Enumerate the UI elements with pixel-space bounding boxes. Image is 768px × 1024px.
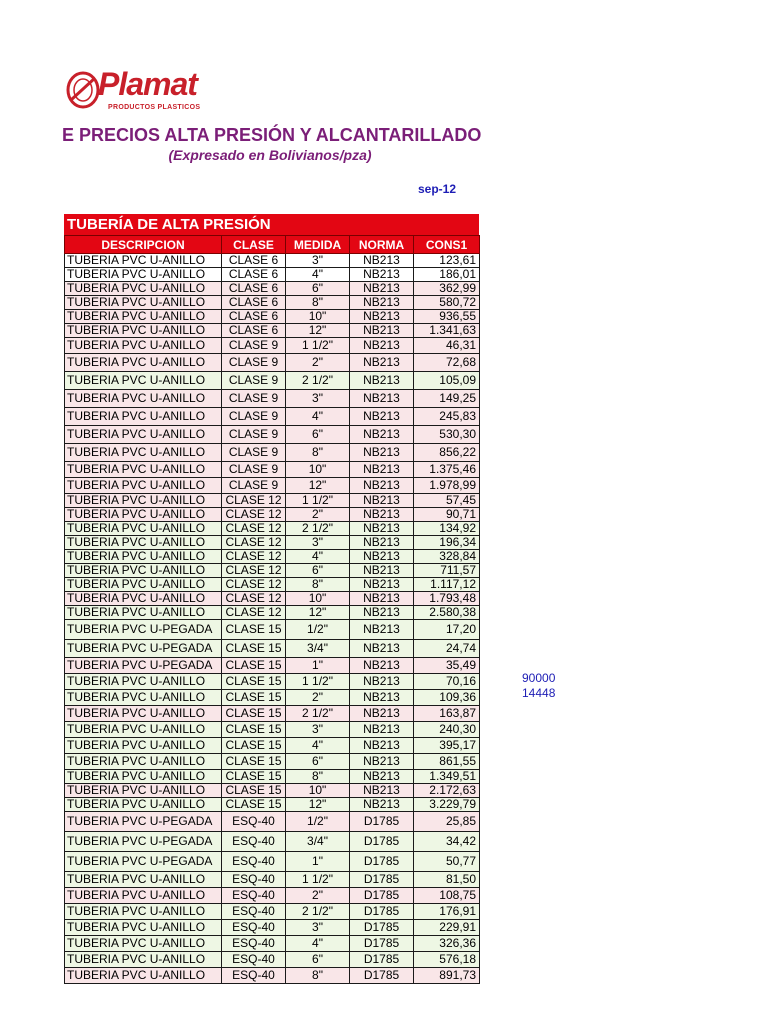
cell-desc: TUBERIA PVC U-ANILLO [65, 784, 222, 798]
table-row [65, 640, 480, 658]
cell-cons: 229,91 [414, 920, 480, 936]
brand-name: Plamat [98, 66, 197, 102]
col-header-cons1: CONS1 [414, 236, 480, 254]
table-row [65, 426, 480, 444]
table-row [65, 296, 480, 310]
cell-medida: 2 1/2" [286, 706, 350, 722]
cell-medida: 10" [286, 462, 350, 478]
table-row [65, 706, 480, 722]
cell-cons: 395,17 [414, 738, 480, 754]
cell-norma: NB213 [350, 324, 414, 338]
table-row [65, 920, 480, 936]
cell-cons: 2.172,63 [414, 784, 480, 798]
cell-clase: CLASE 12 [222, 522, 286, 536]
table-row [65, 338, 480, 354]
price-table [64, 235, 480, 984]
cell-cons: 81,50 [414, 872, 480, 888]
cell-cons: 1.793,48 [414, 592, 480, 606]
cell-cons: 1.978,99 [414, 478, 480, 494]
table-row [65, 462, 480, 478]
cell-medida: 3/4" [286, 832, 350, 852]
cell-desc: TUBERIA PVC U-ANILLO [65, 592, 222, 606]
cell-norma: D1785 [350, 952, 414, 968]
cell-medida: 2 1/2" [286, 904, 350, 920]
cell-desc: TUBERIA PVC U-PEGADA [65, 832, 222, 852]
cell-clase: CLASE 12 [222, 508, 286, 522]
cell-clase: CLASE 15 [222, 798, 286, 812]
table-row [65, 722, 480, 738]
cell-medida: 12" [286, 478, 350, 494]
cell-desc: TUBERIA PVC U-ANILLO [65, 254, 222, 268]
cell-desc: TUBERIA PVC U-ANILLO [65, 550, 222, 564]
cell-desc: TUBERIA PVC U-ANILLO [65, 338, 222, 354]
cell-medida: 6" [286, 754, 350, 770]
table-row [65, 784, 480, 798]
cell-norma: D1785 [350, 852, 414, 872]
cell-cons: 57,45 [414, 494, 480, 508]
cell-norma: NB213 [350, 522, 414, 536]
cell-desc: TUBERIA PVC U-ANILLO [65, 324, 222, 338]
cell-norma: NB213 [350, 658, 414, 674]
table-row [65, 310, 480, 324]
cell-clase: CLASE 15 [222, 706, 286, 722]
cell-norma: NB213 [350, 310, 414, 324]
cell-desc: TUBERIA PVC U-ANILLO [65, 372, 222, 390]
cell-medida: 3" [286, 536, 350, 550]
cell-norma: NB213 [350, 578, 414, 592]
cell-desc: TUBERIA PVC U-PEGADA [65, 812, 222, 832]
cell-desc: TUBERIA PVC U-ANILLO [65, 408, 222, 426]
cell-desc: TUBERIA PVC U-PEGADA [65, 640, 222, 658]
table-row [65, 606, 480, 620]
cell-medida: 3" [286, 254, 350, 268]
cell-desc: TUBERIA PVC U-ANILLO [65, 690, 222, 706]
table-row [65, 812, 480, 832]
cell-medida: 3" [286, 390, 350, 408]
cell-norma: NB213 [350, 754, 414, 770]
cell-cons: 50,77 [414, 852, 480, 872]
table-row [65, 254, 480, 268]
page-subtitle: (Expresado en Bolivianos/pza) [168, 147, 372, 163]
table-row [65, 508, 480, 522]
cell-norma: NB213 [350, 722, 414, 738]
cell-cons: 3.229,79 [414, 798, 480, 812]
cell-medida: 4" [286, 738, 350, 754]
table-row [65, 904, 480, 920]
cell-clase: CLASE 15 [222, 658, 286, 674]
table-row [65, 852, 480, 872]
cell-clase: CLASE 9 [222, 408, 286, 426]
cell-norma: D1785 [350, 872, 414, 888]
cell-cons: 1.341,63 [414, 324, 480, 338]
side-note-1: 90000 [522, 671, 556, 685]
cell-norma: NB213 [350, 706, 414, 722]
cell-norma: NB213 [350, 620, 414, 640]
cell-medida: 10" [286, 784, 350, 798]
table-row [65, 522, 480, 536]
cell-medida: 1" [286, 852, 350, 872]
cell-norma: NB213 [350, 606, 414, 620]
cell-medida: 8" [286, 578, 350, 592]
cell-norma: NB213 [350, 268, 414, 282]
cell-cons: 17,20 [414, 620, 480, 640]
cell-cons: 326,36 [414, 936, 480, 952]
cell-clase: CLASE 12 [222, 550, 286, 564]
cell-medida: 2" [286, 508, 350, 522]
cell-clase: ESQ-40 [222, 872, 286, 888]
cell-norma: NB213 [350, 798, 414, 812]
cell-medida: 4" [286, 408, 350, 426]
cell-medida: 10" [286, 310, 350, 324]
brand-tagline: PRODUCTOS PLASTICOS [108, 104, 201, 111]
cell-norma: D1785 [350, 936, 414, 952]
cell-norma: NB213 [350, 426, 414, 444]
cell-clase: CLASE 6 [222, 268, 286, 282]
cell-norma: NB213 [350, 254, 414, 268]
cell-clase: CLASE 6 [222, 282, 286, 296]
cell-cons: 109,36 [414, 690, 480, 706]
table-row [65, 798, 480, 812]
table-row [65, 832, 480, 852]
table-row [65, 872, 480, 888]
cell-norma: NB213 [350, 478, 414, 494]
cell-desc: TUBERIA PVC U-ANILLO [65, 578, 222, 592]
table-row [65, 444, 480, 462]
cell-medida: 8" [286, 296, 350, 310]
cell-norma: NB213 [350, 738, 414, 754]
cell-norma: NB213 [350, 784, 414, 798]
cell-cons: 580,72 [414, 296, 480, 310]
cell-desc: TUBERIA PVC U-ANILLO [65, 522, 222, 536]
cell-cons: 196,34 [414, 536, 480, 550]
table-row [65, 282, 480, 296]
plamat-ring-icon [64, 66, 102, 110]
cell-medida: 6" [286, 426, 350, 444]
cell-norma: NB213 [350, 674, 414, 690]
cell-medida: 3" [286, 920, 350, 936]
cell-cons: 936,55 [414, 310, 480, 324]
table-body [65, 254, 480, 984]
cell-cons: 245,83 [414, 408, 480, 426]
table-row [65, 936, 480, 952]
cell-norma: D1785 [350, 968, 414, 984]
cell-clase: CLASE 6 [222, 324, 286, 338]
plamat-logo [64, 66, 204, 114]
cell-medida: 3" [286, 722, 350, 738]
cell-medida: 12" [286, 324, 350, 338]
cell-clase: CLASE 6 [222, 296, 286, 310]
cell-norma: NB213 [350, 390, 414, 408]
cell-desc: TUBERIA PVC U-ANILLO [65, 508, 222, 522]
cell-medida: 8" [286, 770, 350, 784]
cell-norma: NB213 [350, 372, 414, 390]
cell-norma: D1785 [350, 812, 414, 832]
cell-desc: TUBERIA PVC U-ANILLO [65, 888, 222, 904]
cell-medida: 8" [286, 444, 350, 462]
cell-desc: TUBERIA PVC U-ANILLO [65, 296, 222, 310]
cell-desc: TUBERIA PVC U-ANILLO [65, 968, 222, 984]
cell-cons: 25,85 [414, 812, 480, 832]
cell-clase: CLASE 12 [222, 606, 286, 620]
cell-cons: 362,99 [414, 282, 480, 296]
cell-norma: NB213 [350, 338, 414, 354]
cell-cons: 576,18 [414, 952, 480, 968]
cell-cons: 240,30 [414, 722, 480, 738]
cell-clase: ESQ-40 [222, 952, 286, 968]
cell-desc: TUBERIA PVC U-ANILLO [65, 770, 222, 784]
cell-clase: ESQ-40 [222, 904, 286, 920]
cell-clase: CLASE 6 [222, 310, 286, 324]
cell-cons: 1.375,46 [414, 462, 480, 478]
cell-cons: 186,01 [414, 268, 480, 282]
col-header-medida: MEDIDA [286, 236, 350, 254]
cell-medida: 4" [286, 550, 350, 564]
cell-clase: CLASE 12 [222, 564, 286, 578]
cell-clase: CLASE 6 [222, 254, 286, 268]
cell-desc: TUBERIA PVC U-ANILLO [65, 536, 222, 550]
cell-medida: 1 1/2" [286, 872, 350, 888]
cell-cons: 123,61 [414, 254, 480, 268]
cell-medida: 2 1/2" [286, 522, 350, 536]
cell-norma: NB213 [350, 550, 414, 564]
cell-desc: TUBERIA PVC U-ANILLO [65, 722, 222, 738]
cell-medida: 1 1/2" [286, 674, 350, 690]
cell-medida: 2 1/2" [286, 372, 350, 390]
cell-medida: 12" [286, 798, 350, 812]
cell-desc: TUBERIA PVC U-ANILLO [65, 920, 222, 936]
cell-desc: TUBERIA PVC U-ANILLO [65, 310, 222, 324]
cell-clase: CLASE 9 [222, 462, 286, 478]
table-row [65, 578, 480, 592]
cell-cons: 34,42 [414, 832, 480, 852]
cell-norma: NB213 [350, 282, 414, 296]
cell-cons: 163,87 [414, 706, 480, 722]
cell-clase: CLASE 12 [222, 578, 286, 592]
cell-desc: TUBERIA PVC U-ANILLO [65, 706, 222, 722]
cell-cons: 134,92 [414, 522, 480, 536]
side-note-2: 14448 [522, 686, 556, 700]
cell-norma: D1785 [350, 832, 414, 852]
cell-norma: NB213 [350, 564, 414, 578]
col-header-norma: NORMA [350, 236, 414, 254]
table-row [65, 354, 480, 372]
cell-clase: ESQ-40 [222, 888, 286, 904]
cell-medida: 6" [286, 564, 350, 578]
cell-desc: TUBERIA PVC U-ANILLO [65, 444, 222, 462]
cell-medida: 1/2" [286, 812, 350, 832]
table-row [65, 770, 480, 784]
cell-cons: 1.117,12 [414, 578, 480, 592]
cell-norma: NB213 [350, 444, 414, 462]
date-label: sep-12 [418, 182, 457, 196]
cell-cons: 2.580,38 [414, 606, 480, 620]
cell-medida: 1 1/2" [286, 494, 350, 508]
cell-clase: CLASE 9 [222, 426, 286, 444]
table-row [65, 690, 480, 706]
cell-clase: CLASE 15 [222, 784, 286, 798]
cell-norma: NB213 [350, 494, 414, 508]
section-title: TUBERÍA DE ALTA PRESIÓN [64, 214, 479, 235]
cell-desc: TUBERIA PVC U-ANILLO [65, 936, 222, 952]
cell-clase: CLASE 12 [222, 536, 286, 550]
table-row [65, 550, 480, 564]
cell-desc: TUBERIA PVC U-PEGADA [65, 852, 222, 872]
cell-cons: 711,57 [414, 564, 480, 578]
cell-clase: CLASE 15 [222, 620, 286, 640]
cell-desc: TUBERIA PVC U-ANILLO [65, 798, 222, 812]
cell-norma: NB213 [350, 508, 414, 522]
table-row [65, 564, 480, 578]
cell-desc: TUBERIA PVC U-ANILLO [65, 354, 222, 372]
table-row [65, 968, 480, 984]
table-row [65, 738, 480, 754]
cell-cons: 46,31 [414, 338, 480, 354]
cell-cons: 328,84 [414, 550, 480, 564]
cell-clase: ESQ-40 [222, 968, 286, 984]
cell-desc: TUBERIA PVC U-ANILLO [65, 952, 222, 968]
cell-medida: 4" [286, 936, 350, 952]
col-header-clase: CLASE [222, 236, 286, 254]
cell-desc: TUBERIA PVC U-ANILLO [65, 426, 222, 444]
cell-cons: 856,22 [414, 444, 480, 462]
cell-clase: CLASE 15 [222, 690, 286, 706]
cell-norma: NB213 [350, 770, 414, 784]
cell-clase: CLASE 15 [222, 770, 286, 784]
table-row [65, 268, 480, 282]
table-row [65, 478, 480, 494]
cell-cons: 35,49 [414, 658, 480, 674]
cell-cons: 149,25 [414, 390, 480, 408]
cell-medida: 10" [286, 592, 350, 606]
cell-clase: CLASE 15 [222, 738, 286, 754]
cell-cons: 1.349,51 [414, 770, 480, 784]
cell-clase: CLASE 9 [222, 444, 286, 462]
cell-clase: ESQ-40 [222, 852, 286, 872]
col-header-descripcion: DESCRIPCION [65, 236, 222, 254]
table-row [65, 888, 480, 904]
cell-desc: TUBERIA PVC U-ANILLO [65, 390, 222, 408]
cell-cons: 176,91 [414, 904, 480, 920]
cell-norma: NB213 [350, 296, 414, 310]
cell-cons: 105,09 [414, 372, 480, 390]
table-row [65, 658, 480, 674]
cell-desc: TUBERIA PVC U-ANILLO [65, 872, 222, 888]
price-table-container [64, 214, 479, 982]
cell-cons: 24,74 [414, 640, 480, 658]
cell-medida: 6" [286, 282, 350, 296]
cell-clase: CLASE 9 [222, 354, 286, 372]
cell-medida: 4" [286, 268, 350, 282]
cell-desc: TUBERIA PVC U-ANILLO [65, 754, 222, 770]
cell-medida: 1" [286, 658, 350, 674]
cell-cons: 90,71 [414, 508, 480, 522]
cell-medida: 6" [286, 952, 350, 968]
cell-desc: TUBERIA PVC U-PEGADA [65, 620, 222, 640]
cell-desc: TUBERIA PVC U-ANILLO [65, 674, 222, 690]
cell-desc: TUBERIA PVC U-ANILLO [65, 462, 222, 478]
table-row [65, 754, 480, 770]
cell-cons: 891,73 [414, 968, 480, 984]
cell-norma: D1785 [350, 920, 414, 936]
cell-norma: NB213 [350, 354, 414, 372]
cell-cons: 108,75 [414, 888, 480, 904]
cell-clase: CLASE 15 [222, 674, 286, 690]
cell-medida: 3/4" [286, 640, 350, 658]
cell-norma: NB213 [350, 592, 414, 606]
table-row [65, 494, 480, 508]
cell-norma: NB213 [350, 640, 414, 658]
cell-medida: 2" [286, 354, 350, 372]
cell-desc: TUBERIA PVC U-ANILLO [65, 282, 222, 296]
table-row [65, 620, 480, 640]
title-area [62, 124, 482, 148]
cell-medida: 2" [286, 888, 350, 904]
page-title: E PRECIOS ALTA PRESIÓN Y ALCANTARILLADO [62, 125, 482, 145]
cell-norma: NB213 [350, 536, 414, 550]
cell-desc: TUBERIA PVC U-ANILLO [65, 478, 222, 494]
table-header-row [65, 236, 480, 254]
cell-clase: ESQ-40 [222, 936, 286, 952]
table-row [65, 408, 480, 426]
cell-clase: CLASE 9 [222, 372, 286, 390]
cell-desc: TUBERIA PVC U-ANILLO [65, 564, 222, 578]
cell-clase: CLASE 15 [222, 722, 286, 738]
cell-desc: TUBERIA PVC U-PEGADA [65, 658, 222, 674]
cell-clase: CLASE 15 [222, 754, 286, 770]
cell-desc: TUBERIA PVC U-ANILLO [65, 606, 222, 620]
cell-cons: 72,68 [414, 354, 480, 372]
cell-cons: 530,30 [414, 426, 480, 444]
cell-clase: ESQ-40 [222, 832, 286, 852]
cell-clase: CLASE 9 [222, 338, 286, 354]
cell-desc: TUBERIA PVC U-ANILLO [65, 738, 222, 754]
cell-norma: D1785 [350, 904, 414, 920]
cell-norma: NB213 [350, 462, 414, 478]
cell-clase: ESQ-40 [222, 812, 286, 832]
table-row [65, 372, 480, 390]
cell-clase: CLASE 9 [222, 478, 286, 494]
cell-norma: NB213 [350, 690, 414, 706]
cell-medida: 2" [286, 690, 350, 706]
table-row [65, 324, 480, 338]
cell-clase: CLASE 9 [222, 390, 286, 408]
cell-desc: TUBERIA PVC U-ANILLO [65, 494, 222, 508]
cell-clase: CLASE 12 [222, 592, 286, 606]
cell-desc: TUBERIA PVC U-ANILLO [65, 904, 222, 920]
table-row [65, 592, 480, 606]
table-row [65, 952, 480, 968]
cell-clase: ESQ-40 [222, 920, 286, 936]
cell-clase: CLASE 12 [222, 494, 286, 508]
cell-medida: 1/2" [286, 620, 350, 640]
cell-cons: 861,55 [414, 754, 480, 770]
table-row [65, 674, 480, 690]
cell-norma: D1785 [350, 888, 414, 904]
cell-norma: NB213 [350, 408, 414, 426]
cell-medida: 12" [286, 606, 350, 620]
cell-cons: 70,16 [414, 674, 480, 690]
cell-clase: CLASE 15 [222, 640, 286, 658]
cell-medida: 1 1/2" [286, 338, 350, 354]
cell-desc: TUBERIA PVC U-ANILLO [65, 268, 222, 282]
table-row [65, 390, 480, 408]
table-row [65, 536, 480, 550]
cell-medida: 8" [286, 968, 350, 984]
